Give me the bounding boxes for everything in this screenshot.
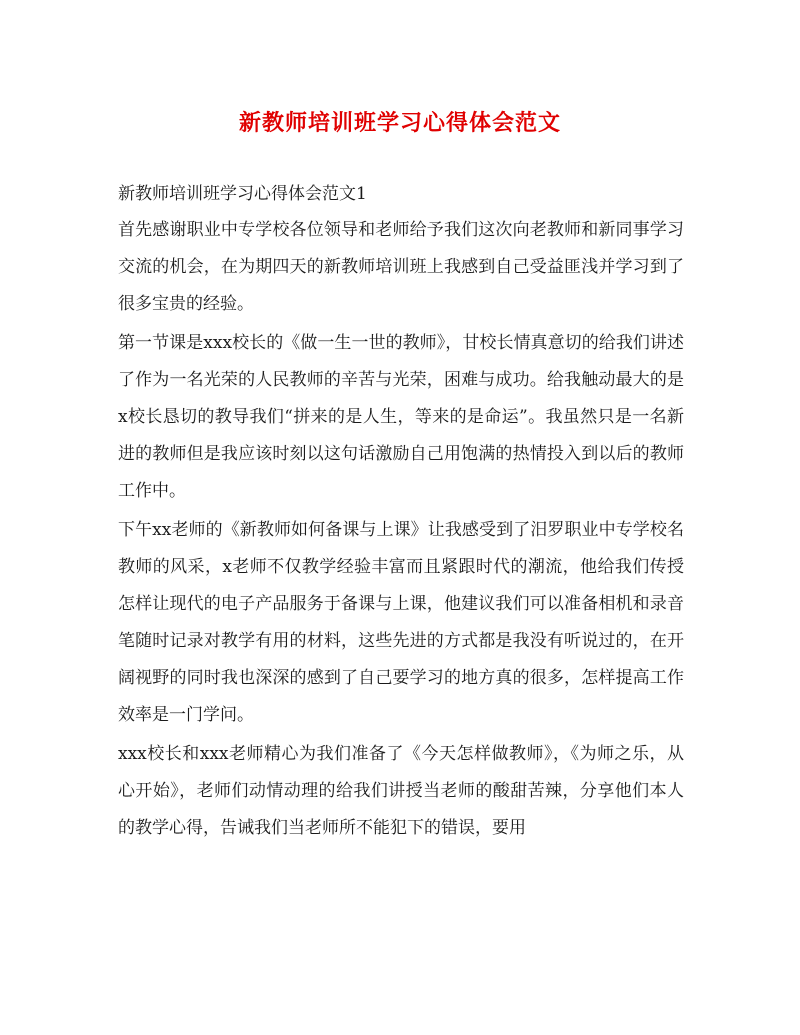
document-title: 新教师培训班学习心得体会范文 [238,110,561,136]
section-heading: 新教师培训班学习心得体会范文1 [118,184,367,204]
paragraph-4: xxx校长和xxx老师精心为我们准备了《今天怎样做教师》，《为师之乐，从心开始》，老师们动情动理的给我们讲授当老师的酸甜苦辣，分享他们本人的教学心得，告诫我们当老师所不能犯下的错误，要用 [118,744,684,838]
paragraph-1: 首先感谢职业中专学校各位领导和老师给予我们这次向老教师和新同事学习交流的机会，在为期四天的新教师培训班上我感到自己受益匪浅并学习到了很多宝贵的经验。 [118,220,684,314]
paragraph-2: 第一节课是xxx校长的《做一生一世的教师》，甘校长情真意切的给我们讲述了作为一名光荣的人民教师的辛苦与光荣，困难与成功。给我触动最大的是x校长恳切的教导我们“拼来的是人生，等来的是命运”。我虽然只是一名新进的教师但是我应该时刻以这句话激励自己用饱满的热情投入到以后的教师工作中。 [118,333,684,501]
paragraph-3: 下午xx老师的《新教师如何备课与上课》让我感受到了汨罗职业中专学校名教师的风采，x老师不仅教学经验丰富而且紧跟时代的潮流，他给我们传授怎样让现代的电子产品服务于备课与上课，他建议我们可以准备相机和录音笔随时记录对教学有用的材料，这些先进的方式都是我没有听说过的，在开阔视野的同时我也深深的感到了自己要学习的地方真的很多，怎样提高工作效率是一门学问。 [118,520,684,725]
document-body [118,176,684,847]
